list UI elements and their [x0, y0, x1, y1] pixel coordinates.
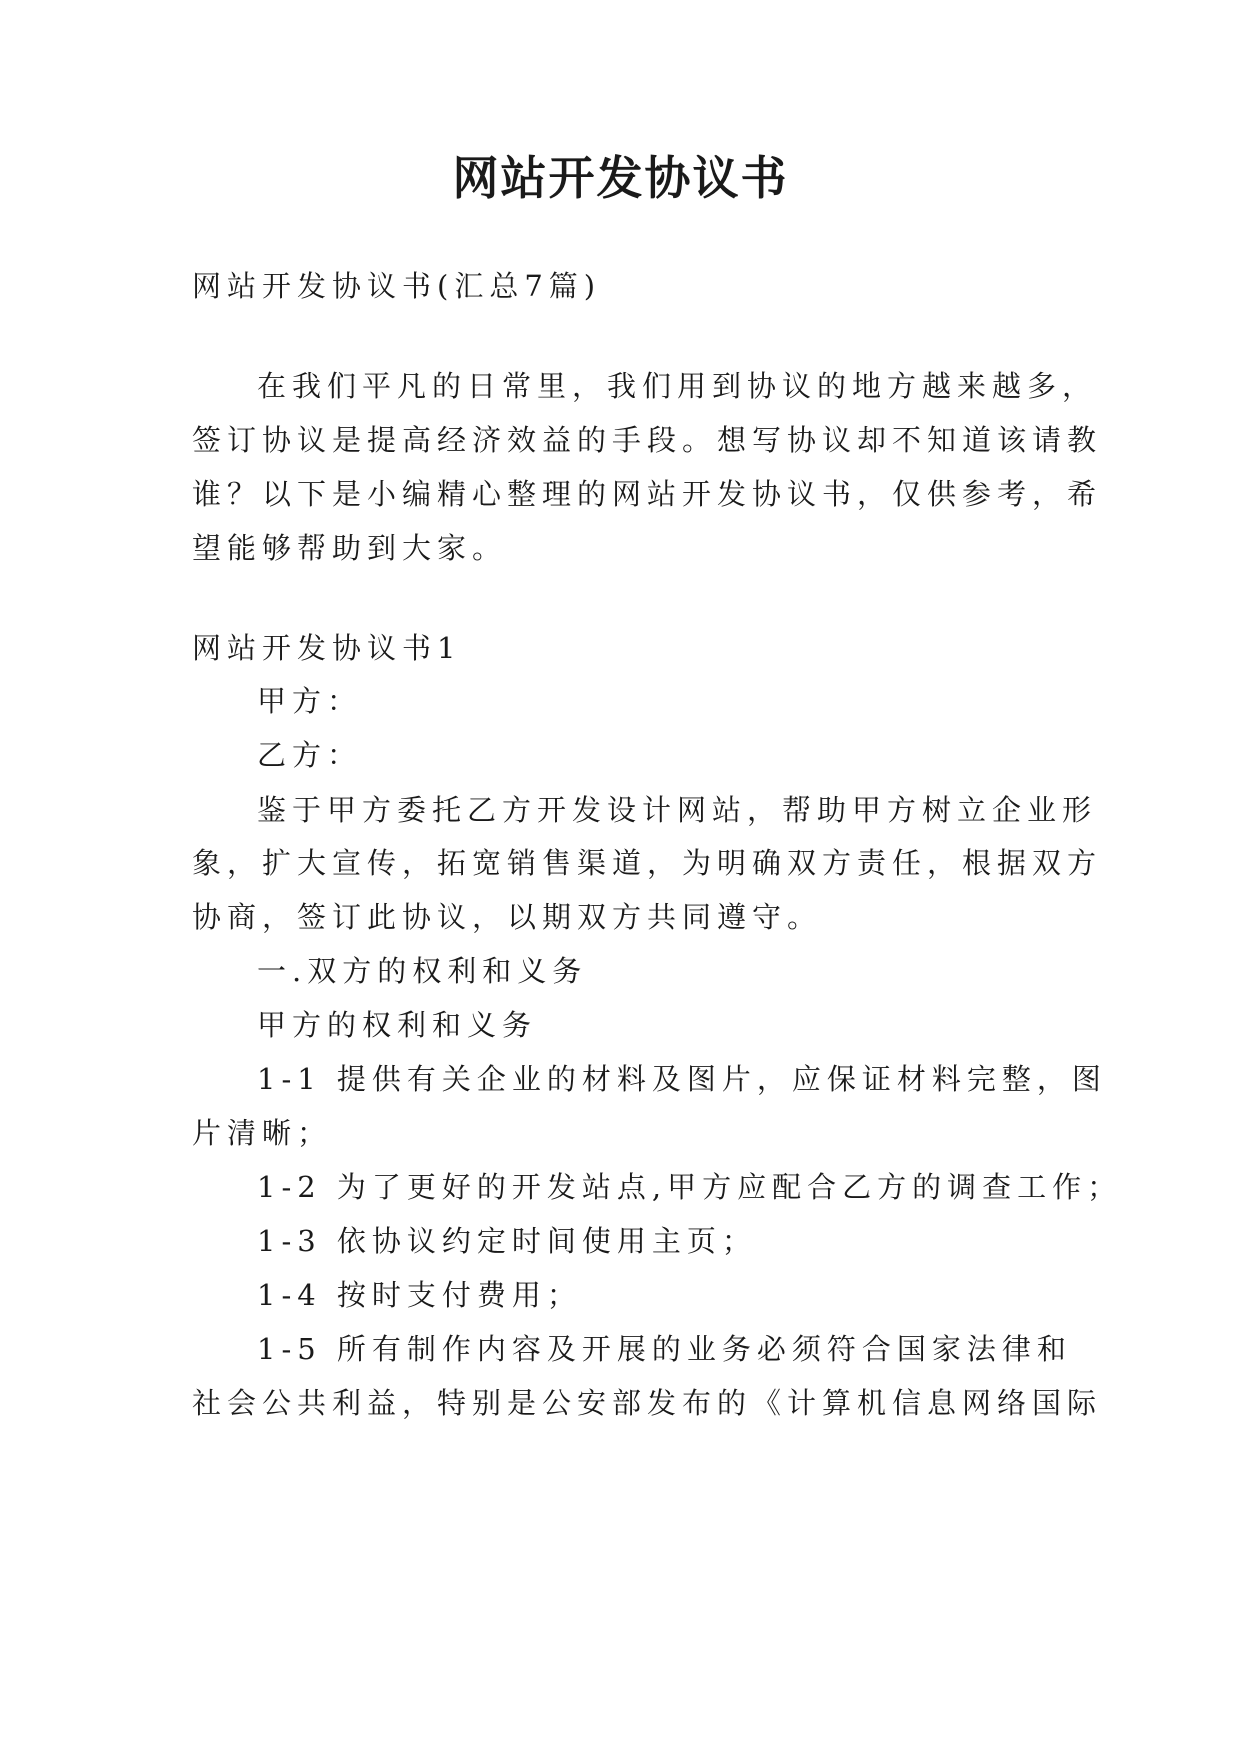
clause-item-line: 1-2 为了更好的开发站点,甲方应配合乙方的调查工作； — [257, 1170, 1123, 1204]
party-b-line: 乙方： — [257, 738, 363, 772]
document-title: 网站开发协议书 — [452, 151, 789, 205]
document-subtitle: 网站开发协议书(汇总7篇) — [192, 269, 602, 303]
clause-item-line: 片清晰； — [192, 1116, 333, 1150]
section-heading: 网站开发协议书1 — [192, 631, 462, 665]
clause-item-line: 1-1 提供有关企业的材料及图片，应保证材料完整，图 — [257, 1062, 1107, 1096]
preamble-line: 协商，签订此协议，以期双方共同遵守。 — [192, 900, 823, 934]
intro-paragraph-line: 望能够帮助到大家。 — [192, 531, 508, 565]
clause-item-line: 1-5 所有制作内容及开展的业务必须符合国家法律和 — [257, 1332, 1072, 1366]
preamble-line: 鉴于甲方委托乙方开发设计网站，帮助甲方树立企业形 — [257, 793, 1098, 827]
clause-subheading: 甲方的权利和义务 — [257, 1008, 538, 1042]
clause-item-line: 1-4 按时支付费用； — [257, 1278, 582, 1312]
clause-item-line: 社会公共利益，特别是公安部发布的《计算机信息网络国际 — [192, 1386, 1103, 1420]
intro-paragraph-line: 谁？以下是小编精心整理的网站开发协议书，仅供参考，希 — [192, 477, 1103, 511]
intro-paragraph-line: 签订协议是提高经济效益的手段。想写协议却不知道该请教 — [192, 423, 1103, 457]
clause-heading: 一.双方的权利和义务 — [257, 954, 588, 988]
party-a-line: 甲方： — [257, 684, 363, 718]
clause-item-line: 1-3 依协议约定时间使用主页； — [257, 1224, 757, 1258]
intro-paragraph-line: 在我们平凡的日常里，我们用到协议的地方越来越多， — [257, 369, 1098, 403]
preamble-line: 象，扩大宣传，拓宽销售渠道，为明确双方责任，根据双方 — [192, 846, 1103, 880]
